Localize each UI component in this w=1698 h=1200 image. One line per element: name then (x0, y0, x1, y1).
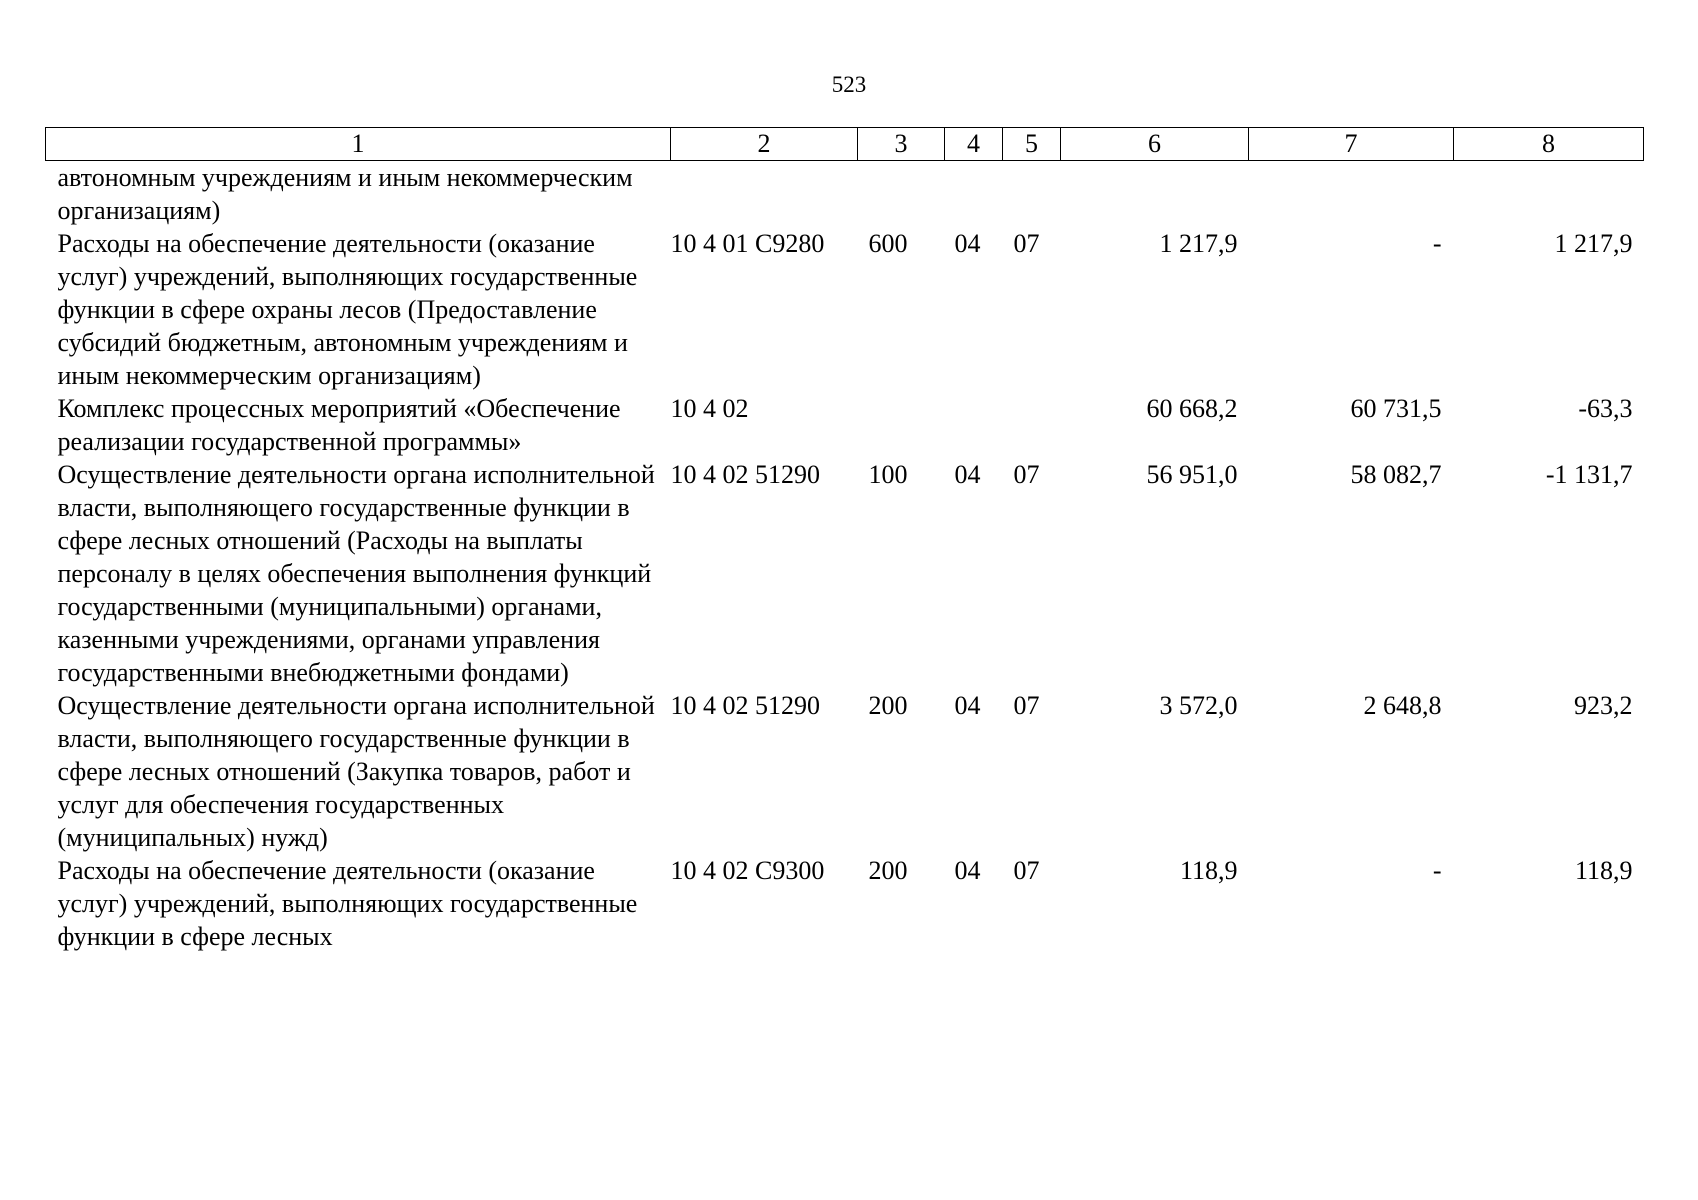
row-value-6 (1061, 161, 1249, 228)
row-target-code: 10 4 02 51290 (670, 460, 820, 489)
row-expense-type: 200 (868, 691, 908, 720)
row-value-6: 56 951,0 (1146, 460, 1238, 489)
row-name: Комплекс процессных мероприятий «Обеспечение реализации государственной программы» (57, 394, 621, 456)
row-section: 04 (954, 229, 981, 258)
header-row (46, 128, 1644, 161)
row-subsection: 07 (1013, 856, 1040, 885)
table-row (46, 689, 1644, 854)
row-name: Осуществление деятельности органа исполнительной власти, выполняющего государственные функции в сфере лесных отношений (Закупка товаров, работ и услуг для обеспечения государственных (муниципальных) нужд) (57, 691, 655, 852)
row-target-code (671, 161, 858, 228)
row-section (945, 161, 1003, 228)
row-expense-type (858, 392, 945, 458)
budget-table (45, 127, 1644, 953)
row-section (945, 392, 1003, 458)
row-value-6: 60 668,2 (1146, 394, 1238, 423)
row-section: 04 (954, 460, 981, 489)
row-value-7: 2 648,8 (1363, 691, 1442, 720)
table-row (46, 392, 1644, 458)
header-col-6: 6 (1061, 128, 1249, 161)
header-col-4: 4 (945, 128, 1003, 161)
table-row (46, 227, 1644, 392)
table-body (46, 161, 1644, 954)
row-section: 04 (954, 856, 981, 885)
row-value-7: 58 082,7 (1350, 460, 1442, 489)
row-value-6: 118,9 (1179, 856, 1238, 885)
row-subsection: 07 (1013, 691, 1040, 720)
row-target-code: 10 4 01 С9280 (670, 229, 825, 258)
row-value-8 (1454, 161, 1644, 228)
row-subsection: 07 (1013, 229, 1040, 258)
row-name: Расходы на обеспечение деятельности (оказание услуг) учреждений, выполняющих государственные функции в сфере лесных (57, 856, 638, 951)
row-value-6: 3 572,0 (1159, 691, 1238, 720)
row-name: автономным учреждениям и иным некоммерческим организациям) (57, 163, 633, 225)
row-subsection (1003, 392, 1061, 458)
row-subsection (1003, 161, 1061, 228)
row-expense-type: 600 (868, 229, 908, 258)
row-value-8: -1 131,7 (1545, 460, 1633, 489)
row-expense-type (858, 161, 945, 228)
header-col-8: 8 (1454, 128, 1644, 161)
row-value-8: 118,9 (1574, 856, 1633, 885)
row-name: Осуществление деятельности органа исполнительной власти, выполняющего государственные функции в сфере лесных отношений (Расходы на выплаты персоналу в целях обеспечения выполнения функций государственными (муниципальными) органами, казенными учреждениями, органами управления государственными внебюджетными фондами) (57, 460, 655, 687)
row-section: 04 (954, 691, 981, 720)
row-value-7: - (1432, 229, 1442, 258)
row-expense-type: 100 (868, 460, 908, 489)
header-col-7: 7 (1249, 128, 1454, 161)
table-header (46, 128, 1644, 161)
row-name: Расходы на обеспечение деятельности (оказание услуг) учреждений, выполняющих государственные функции в сфере охраны лесов (Предоставление субсидий бюджетным, автономным учреждениям и иным некоммерческим организациям) (57, 229, 638, 390)
row-target-code: 10 4 02 С9300 (670, 856, 825, 885)
row-target-code: 10 4 02 51290 (670, 691, 820, 720)
table-row (46, 458, 1644, 689)
header-col-1: 1 (46, 128, 671, 161)
row-value-8: -63,3 (1578, 394, 1633, 423)
page-number: 523 (831, 72, 867, 97)
row-expense-type: 200 (868, 856, 908, 885)
row-target-code: 10 4 02 (670, 394, 749, 423)
header-col-3: 3 (858, 128, 945, 161)
row-value-6: 1 217,9 (1159, 229, 1238, 258)
header-col-5: 5 (1003, 128, 1061, 161)
header-col-2: 2 (671, 128, 858, 161)
row-value-7: 60 731,5 (1350, 394, 1442, 423)
table-row (46, 161, 1644, 228)
row-value-8: 923,2 (1574, 691, 1633, 720)
row-subsection: 07 (1013, 460, 1040, 489)
row-value-7: - (1432, 856, 1442, 885)
row-value-7 (1249, 161, 1454, 228)
table-row (46, 854, 1644, 953)
row-value-8: 1 217,9 (1554, 229, 1633, 258)
